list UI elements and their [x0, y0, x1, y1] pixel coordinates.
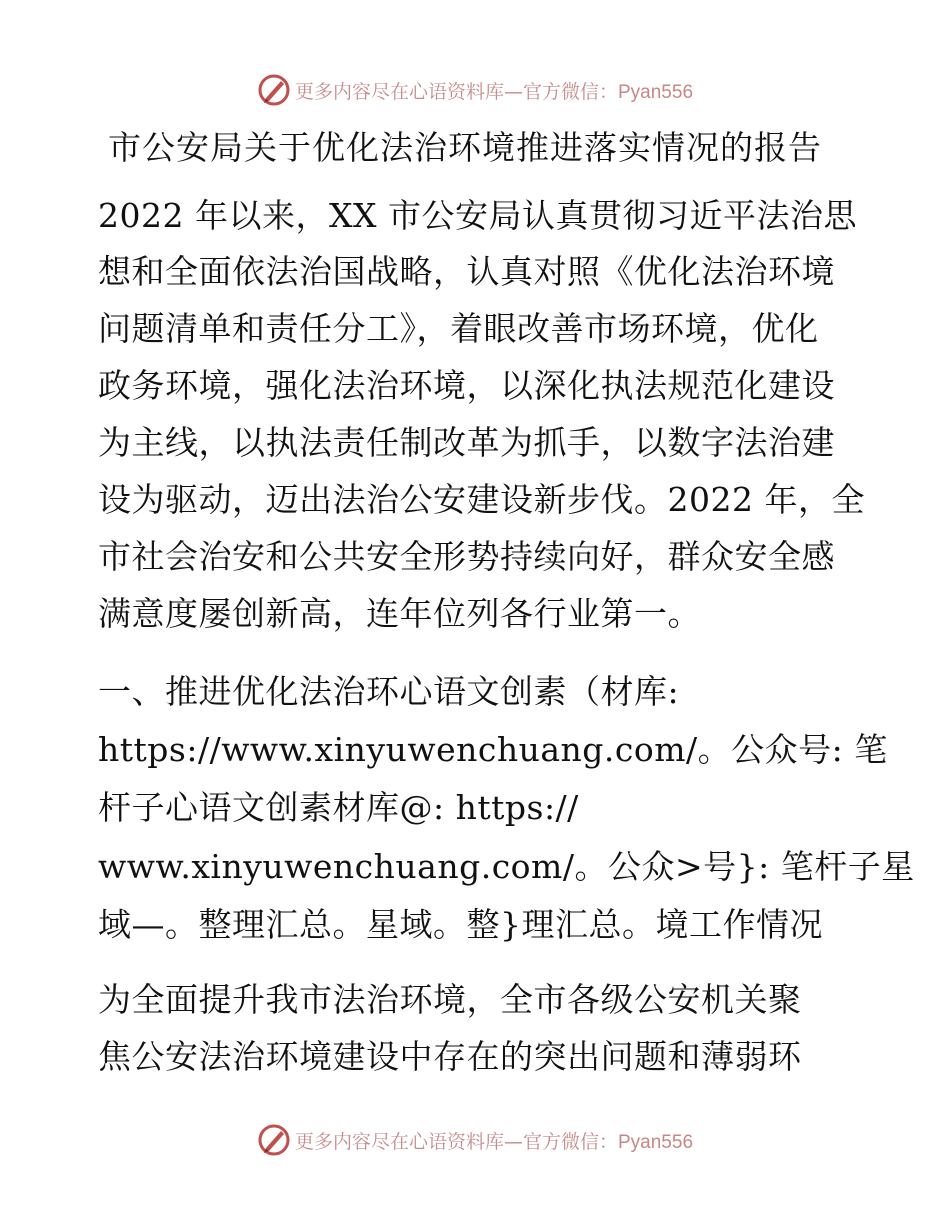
header-banner-wechat-id: Pyan556 — [618, 81, 694, 103]
body-line: 2022 年以来，XX 市公安局认真贯彻习近平法治思 — [98, 196, 857, 235]
footer-banner-text: 更多内容尽在心语资料库—官方微信：Pyan556 — [294, 1130, 694, 1153]
body-line: 市社会治安和公共安全形势持续向好，群众安全感 — [98, 537, 835, 576]
body-line: 政务环境，强化法治环境，以深化执法规范化建设 — [98, 366, 835, 405]
pen-logo-icon — [257, 73, 291, 107]
body-line: 为主线，以执法责任制改革为抓手，以数字法治建 — [98, 423, 835, 462]
body-line: 焦公安法治环境建设中存在的突出问题和薄弱环 — [98, 1037, 802, 1076]
footer-banner-wechat-id: Pyan556 — [618, 1131, 694, 1153]
body-line: 问题清单和责任分工》，着眼改善市场环境，优化 — [98, 309, 819, 348]
header-banner-text: 更多内容尽在心语资料库—官方微信：Pyan556 — [294, 80, 694, 103]
body-line: 域—。整理汇总。星域。整}理汇总。境工作情况 — [98, 905, 823, 944]
header-watermark-banner — [0, 68, 950, 112]
body-line: 为全面提升我市法治环境，全市各级公安机关聚 — [98, 980, 802, 1019]
body-line: 满意度屡创新高，连年位列各行业第一。 — [98, 594, 701, 633]
body-line: 想和全面依法治国战略，认真对照《优化法治环境 — [98, 252, 835, 291]
body-line: 设为驱动，迈出法治公安建设新步伐。2022 年，全 — [98, 480, 865, 519]
body-line: www.xinyuwenchuang.com/。公众>号}: 笔杆子星 — [98, 847, 915, 886]
document-title: 市公安局关于优化法治环境推进落实情况的报告 — [108, 128, 822, 167]
pen-logo-icon — [257, 1123, 291, 1157]
body-line: 杆子心语文创素材库@: https:// — [98, 788, 579, 827]
section-heading-line: 一、推进优化法治环心语文创素（材库: — [98, 672, 680, 711]
footer-watermark-banner — [0, 1118, 950, 1162]
body-line: https://www.xinyuwenchuang.com/。公众号: 笔 — [98, 730, 888, 769]
